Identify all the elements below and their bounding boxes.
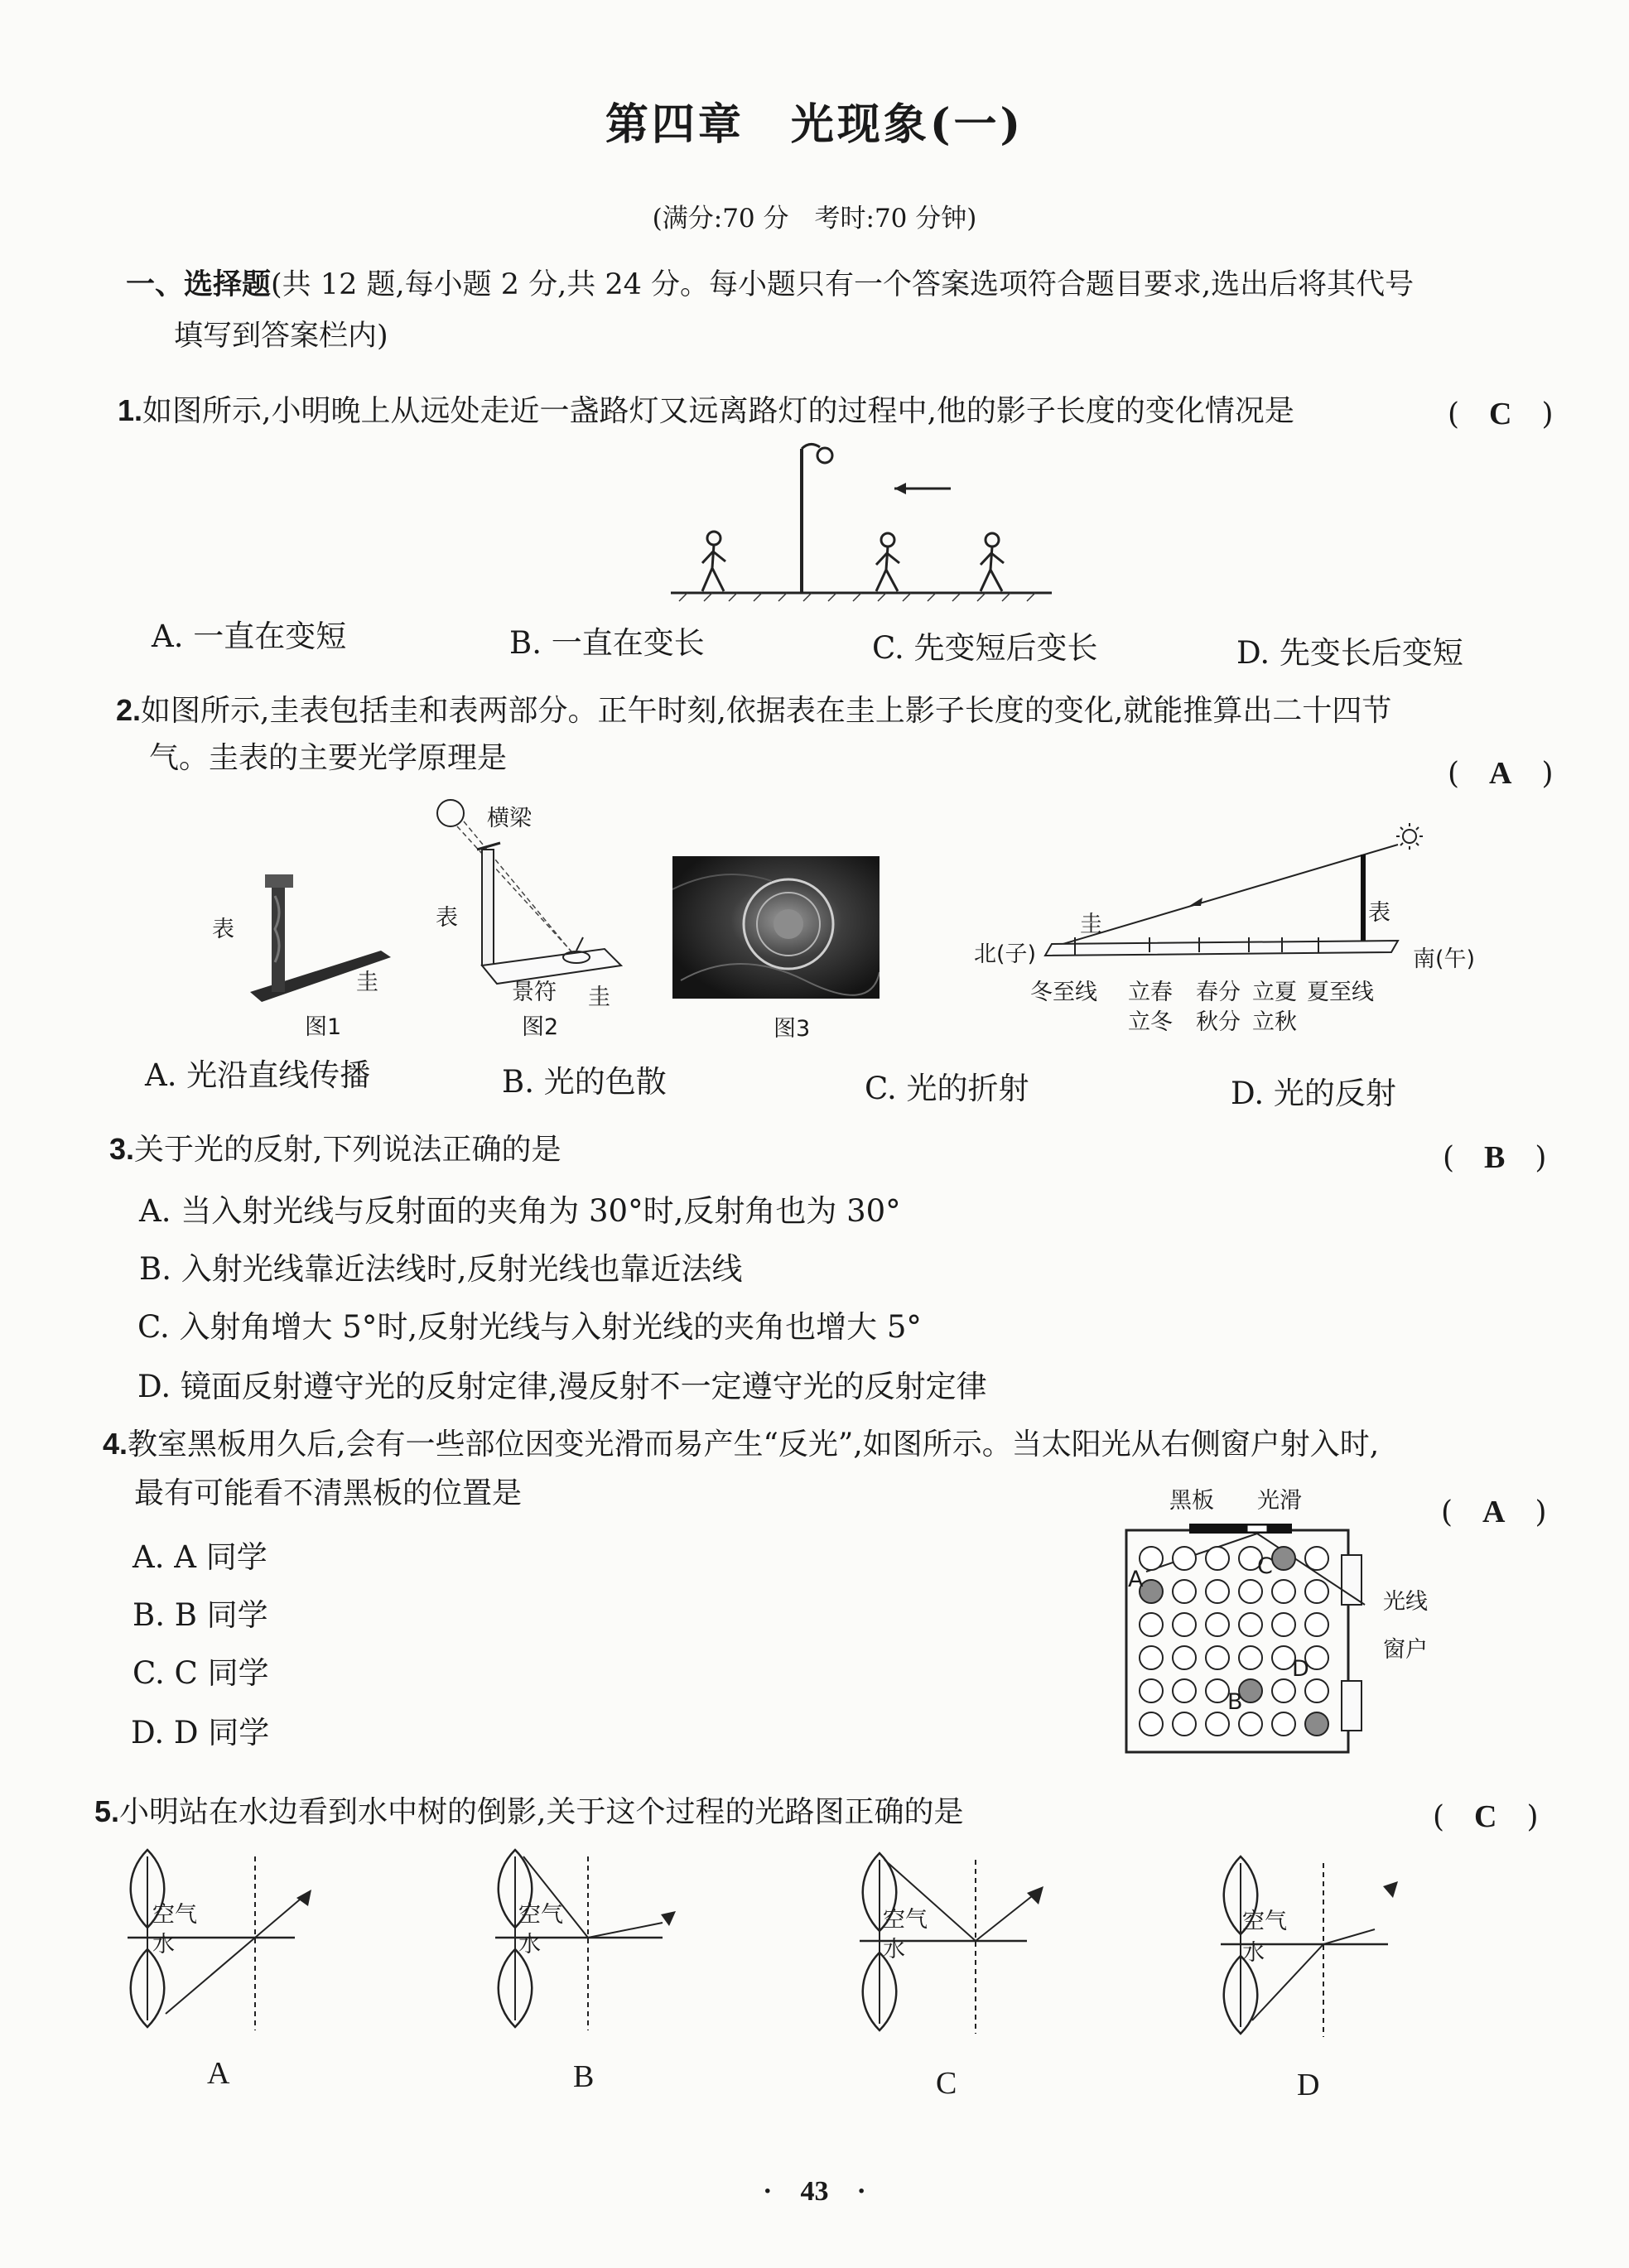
q5-b-water-label: 水 (518, 1932, 541, 1957)
q4-option-b[interactable]: B. B 同学 (133, 1597, 268, 1633)
q4-classroom-figure (1123, 1515, 1371, 1764)
q1-number: 1. (118, 393, 143, 427)
q2-figure-4-diagram (1027, 820, 1424, 985)
window-lower (1342, 1681, 1362, 1731)
q5-figure-c[interactable] (848, 1843, 1063, 2042)
q1-option-d[interactable]: D. 先变长后变短 (1236, 635, 1463, 671)
q5-b-air-label: 空气 (518, 1902, 563, 1928)
fig2-hengliang-label: 横梁 (487, 806, 532, 831)
q4-fig-student-d: D (1292, 1656, 1309, 1682)
q1-answer: ( C ) (1448, 397, 1554, 431)
q3-answer-letter: B (1484, 1140, 1506, 1175)
q2-figure-3-photo (672, 856, 880, 999)
q4-fig-guanghua-label: 光滑 (1257, 1488, 1302, 1514)
hengliang-beam (477, 843, 500, 850)
exam-info: (满分:70 分 考时:70 分钟) (652, 204, 977, 234)
seat (1140, 1613, 1163, 1636)
fig3-caption: 图3 (774, 1016, 811, 1042)
q4-fig-student-b: B (1227, 1689, 1243, 1715)
q3-option-b[interactable]: B. 入射光线靠近法线时,反射光线也靠近法线 (139, 1251, 743, 1287)
seat (1173, 1646, 1196, 1669)
question-4 (103, 1423, 1379, 1466)
q2-number: 2. (116, 693, 142, 727)
seat-highlighted (1305, 1712, 1328, 1736)
ray-arrow-icon (1189, 898, 1202, 906)
jingfu-stand (576, 937, 583, 951)
seat (1272, 1679, 1295, 1702)
q5-d-air-label: 空气 (1242, 1909, 1287, 1934)
seat (1206, 1580, 1229, 1603)
seat (1173, 1613, 1196, 1636)
q2-answer: ( A ) (1448, 756, 1554, 791)
q5-a-air-label: 空气 (152, 1902, 197, 1928)
q5-caption-a: A (207, 2056, 230, 2091)
q2-option-d[interactable]: D. 光的反射 (1231, 1076, 1396, 1111)
eye-icon (1027, 1886, 1043, 1904)
q4-option-a[interactable]: A. A 同学 (133, 1539, 267, 1575)
seat (1173, 1679, 1196, 1702)
q5-answer: ( C ) (1433, 1799, 1539, 1834)
q5-caption-b: B (573, 2059, 595, 2094)
fig4-lidong-label: 立冬 (1128, 1009, 1173, 1035)
q2-option-c[interactable]: C. 光的折射 (865, 1071, 1029, 1106)
q3-option-d[interactable]: D. 镜面反射遵守光的反射定律,漫反射不一定遵守光的反射定律 (137, 1369, 987, 1404)
sun-ray (1052, 845, 1398, 947)
q5-figure-b[interactable] (484, 1840, 699, 2039)
fig2-biao-label: 表 (436, 905, 458, 931)
q3-option-a[interactable]: A. 当入射光线与反射面的夹角为 30°时,反射角也为 30° (139, 1193, 901, 1229)
fig4-chunfen-label: 春分 (1196, 980, 1241, 1005)
walker-right-icon (981, 533, 1004, 591)
q5-caption-d: D (1297, 2068, 1320, 2102)
fig4-south-label: 南(午) (1413, 946, 1476, 972)
fig1-gui-label: 圭 (356, 970, 378, 995)
seat (1272, 1613, 1295, 1636)
seat (1239, 1580, 1262, 1603)
q2-answer-letter: A (1489, 756, 1512, 791)
page-title: 第四章 光现象(一) (605, 99, 1024, 150)
fig4-qiufen-label: 秋分 (1196, 1009, 1241, 1035)
q2-option-b[interactable]: B. 光的色散 (502, 1064, 667, 1100)
section-intro (126, 263, 1414, 306)
fig2-jingfu-label: 景符 (512, 980, 557, 1005)
fig4-biao-label: 表 (1368, 900, 1390, 926)
seat (1239, 1712, 1262, 1736)
q4-answer: ( A ) (1441, 1495, 1547, 1529)
q5-d-water-label: 水 (1242, 1940, 1265, 1966)
seat (1173, 1580, 1196, 1603)
walker-left-icon (702, 532, 725, 591)
fig2-caption: 图2 (522, 1014, 559, 1040)
eye-icon (1383, 1881, 1398, 1898)
q1-option-a[interactable]: A. 一直在变短 (152, 619, 347, 654)
section-heading: 一、选择题 (126, 268, 272, 301)
q4-fig-heiban-label: 黑板 (1169, 1488, 1214, 1514)
seat (1305, 1613, 1328, 1636)
light-path (1252, 1929, 1375, 2020)
sun-icon (1396, 823, 1423, 850)
fig4-north-label: 北(子) (974, 941, 1037, 967)
q5-c-air-label: 空气 (883, 1907, 928, 1933)
q3-text: 关于光的反射,下列说法正确的是 (134, 1133, 561, 1167)
question-2 (116, 689, 1391, 733)
fig4-liqiu-label: 立秋 (1252, 1009, 1297, 1035)
q2-option-a[interactable]: A. 光沿直线传播 (145, 1057, 371, 1093)
seat (1173, 1712, 1196, 1736)
q3-answer: ( B ) (1443, 1140, 1547, 1175)
smooth-spot (1247, 1525, 1267, 1532)
fig4-lixia-label: 立夏 (1252, 980, 1297, 1005)
lamp-arm (802, 444, 820, 449)
fig2-gui-label: 圭 (588, 985, 610, 1010)
q4-fig-guangxian-label: 光线 (1383, 1589, 1428, 1615)
arrow-head-icon (894, 483, 906, 494)
dial-center (774, 909, 803, 939)
gui-plate (1045, 941, 1398, 956)
q4-fig-chuanghu-label: 窗户 (1383, 1637, 1428, 1663)
q5-number: 5. (94, 1794, 120, 1828)
seat (1206, 1613, 1229, 1636)
seat (1173, 1547, 1196, 1570)
seat (1206, 1547, 1229, 1570)
eye-icon (296, 1890, 311, 1906)
question-5 (94, 1790, 963, 1834)
seat (1305, 1547, 1328, 1570)
q2-text-2: 气。圭表的主要光学原理是 (149, 741, 508, 775)
seat (1206, 1679, 1229, 1702)
page-number: · 43 · (763, 2176, 866, 2207)
fig4-gui-label: 圭 (1080, 912, 1102, 937)
q5-figure-a[interactable] (116, 1840, 331, 2039)
q1-option-b[interactable]: B. 一直在变长 (509, 625, 705, 661)
q5-caption-c: C (936, 2066, 957, 2101)
seat-highlighted (1272, 1547, 1295, 1570)
q1-option-c[interactable]: C. 先变短后变长 (872, 630, 1098, 666)
biao-pillar (482, 850, 494, 965)
seat (1239, 1613, 1262, 1636)
biao-top (265, 874, 293, 888)
seat (1239, 1646, 1262, 1669)
section-intro-text-1: (共 12 题,每小题 2 分,共 24 分。每小题只有一个答案选项符合题目要求,选出后将其代号 (271, 268, 1415, 301)
q1-figure-streetlight (663, 439, 1060, 604)
q4-text-1: 教室黑板用久后,会有一些部位因变光滑而易产生“反光”,如图所示。当太阳光从右侧窗户射入时, (128, 1428, 1380, 1461)
seat (1140, 1712, 1163, 1736)
q5-a-water-label: 水 (152, 1932, 175, 1957)
q5-text: 小明站在水边看到水中树的倒影,关于这个过程的光路图正确的是 (119, 1795, 964, 1829)
seat (1272, 1712, 1295, 1736)
q2-text-1: 如图所示,圭表包括圭和表两部分。正午时刻,依据表在圭上影子长度的变化,就能推算出二十四节 (141, 694, 1392, 728)
fig1-caption: 图1 (305, 1014, 342, 1040)
q4-text-2: 最有可能看不清黑板的位置是 (134, 1476, 523, 1510)
fig1-biao-label: 表 (212, 917, 234, 942)
walker-middle-icon (876, 533, 899, 591)
seat (1272, 1580, 1295, 1603)
q1-answer-letter: C (1489, 397, 1512, 431)
question-1 (118, 389, 1294, 433)
seat (1140, 1679, 1163, 1702)
eye-icon (661, 1911, 676, 1926)
q4-answer-letter: A (1482, 1495, 1506, 1529)
q4-option-c[interactable]: C. C 同学 (133, 1655, 269, 1691)
q3-option-c[interactable]: C. 入射角增大 5°时,反射光线与入射光线的夹角也增大 5° (137, 1309, 922, 1345)
seat (1206, 1646, 1229, 1669)
q2-figure-2-diagram (431, 792, 646, 990)
q5-c-water-label: 水 (883, 1937, 905, 1962)
light-ray-upper (464, 821, 573, 954)
q5-figure-d[interactable] (1209, 1847, 1424, 2045)
seat (1206, 1712, 1229, 1736)
q3-number: 3. (109, 1132, 135, 1166)
section-intro-text-2: 填写到答案栏内) (174, 320, 388, 353)
blackboard (1189, 1524, 1292, 1534)
question-3 (109, 1128, 561, 1172)
sun-icon (437, 800, 464, 826)
window-upper (1342, 1555, 1362, 1605)
seat (1305, 1580, 1328, 1603)
fig4-xiazhi-label: 夏至线 (1307, 980, 1374, 1005)
q4-number: 4. (103, 1427, 128, 1461)
seat (1140, 1646, 1163, 1669)
q4-option-d[interactable]: D. D 同学 (131, 1715, 270, 1750)
fig4-dongzhi-label: 冬至线 (1030, 980, 1097, 1005)
q1-text: 如图所示,小明晚上从远处走近一盏路灯又远离路灯的过程中,他的影子长度的变化情况是 (142, 394, 1294, 428)
q4-fig-student-c: C (1257, 1553, 1273, 1579)
seat (1305, 1679, 1328, 1702)
q4-fig-student-a: A (1128, 1567, 1144, 1592)
lamp-bulb-icon (817, 448, 832, 463)
fig4-lichun-label: 立春 (1128, 980, 1173, 1005)
q5-answer-letter: C (1474, 1799, 1497, 1834)
